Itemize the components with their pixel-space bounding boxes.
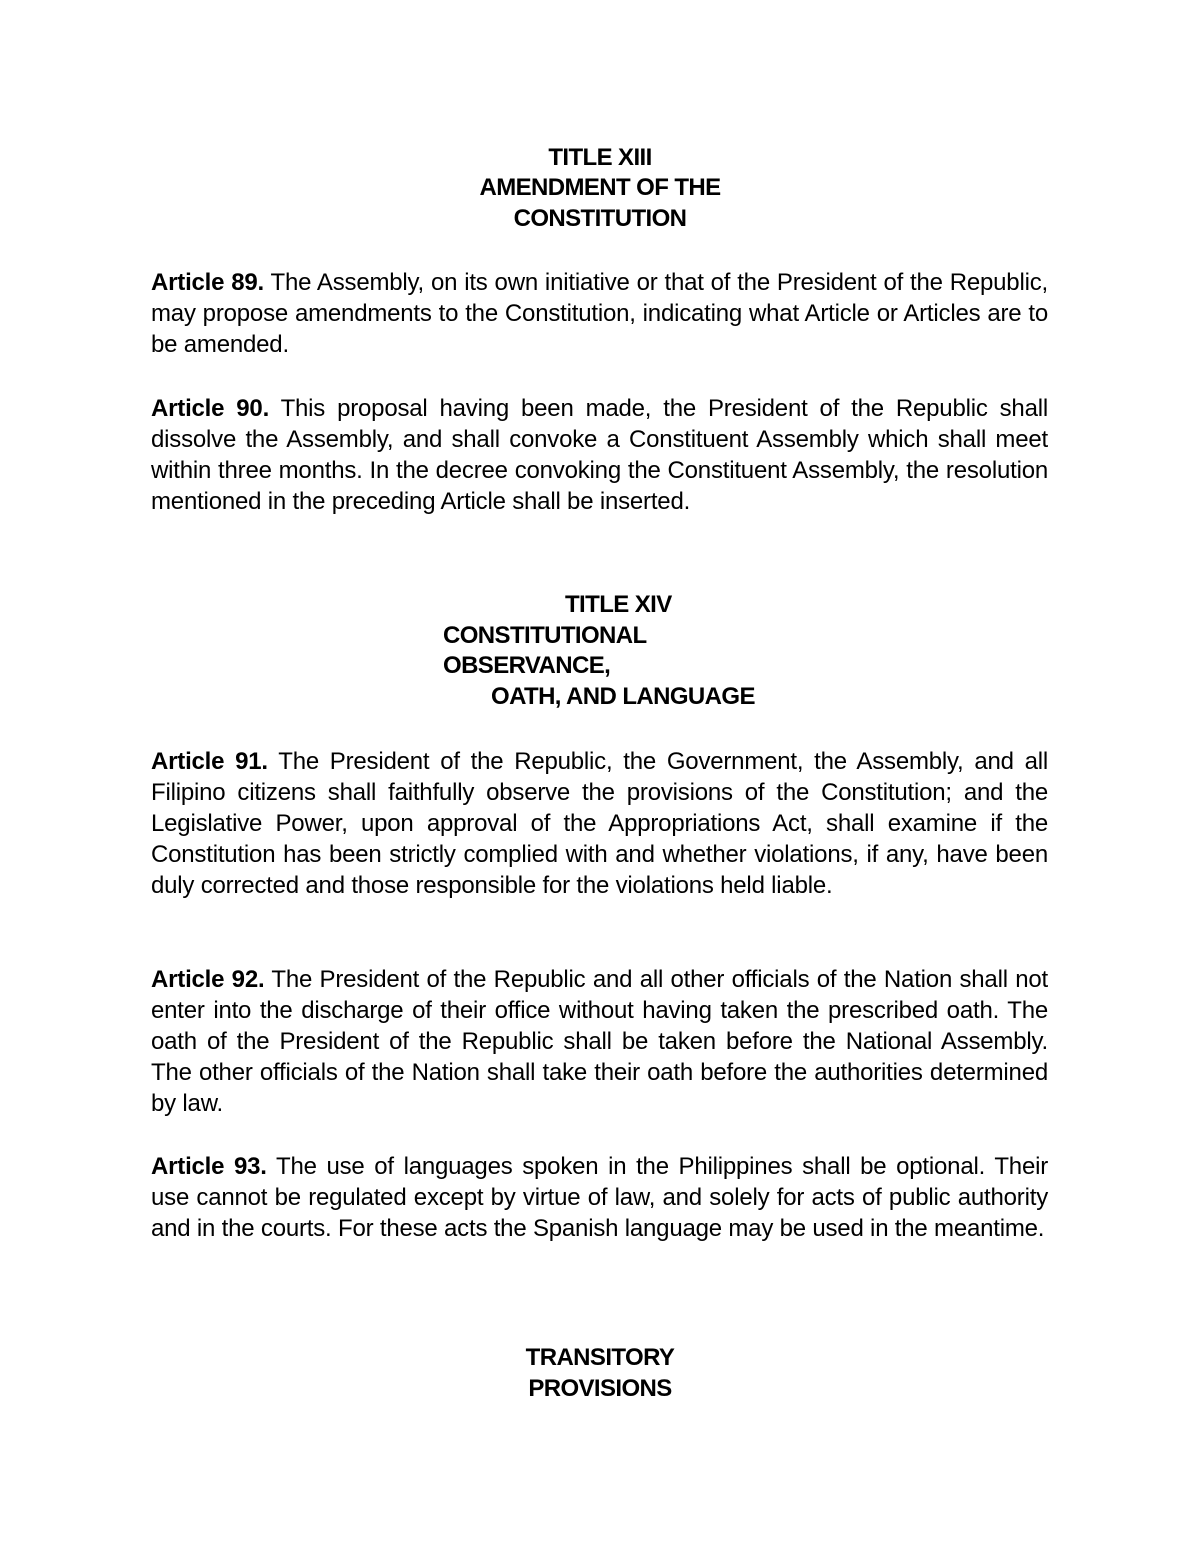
article-92-paragraph bbox=[151, 964, 1048, 1119]
title-xiv-subheading-line3: OATH, AND LANGUAGE bbox=[491, 683, 755, 710]
article-89-label: Article 89. bbox=[151, 269, 265, 296]
transitory-heading-line2: PROVISIONS bbox=[528, 1375, 672, 1402]
article-89-text: The Assembly, on its own initiative or that of the President of the Republic, may propose amendments to the Constitution, indicating what Article or Articles are to be amended. bbox=[151, 269, 1048, 358]
article-89-paragraph bbox=[151, 267, 1048, 360]
title-xiv-subheading-line1: CONSTITUTIONAL bbox=[443, 622, 647, 649]
title-xiv-heading: TITLE XIV bbox=[565, 591, 672, 618]
article-92-label: Article 92. bbox=[151, 966, 265, 993]
article-93-label: Article 93. bbox=[151, 1153, 267, 1180]
title-xiii-heading: TITLE XIII bbox=[548, 144, 652, 171]
transitory-heading-line1: TRANSITORY bbox=[525, 1344, 675, 1371]
article-90-text: This proposal having been made, the President of the Republic shall dissolve the Assembly, and shall convoke a Constituent Assembly which shall meet within three months. In the decree convoking the Constituent Assembly, the resolution mentioned in the preceding Article shall be inserted. bbox=[151, 395, 1048, 515]
article-90-label: Article 90. bbox=[151, 395, 270, 422]
article-90-paragraph bbox=[151, 393, 1048, 517]
article-93-paragraph bbox=[151, 1151, 1048, 1244]
article-92-text: The President of the Republic and all other officials of the Nation shall not enter into the discharge of their office without having taken the prescribed oath. The oath of the President of the Republic shall be taken before the National Assembly. The other officials of the Nation shall take their oath before the authorities determined by law. bbox=[151, 966, 1048, 1117]
article-91-text: The President of the Republic, the Government, the Assembly, and all Filipino citizens shall faithfully observe the provisions of the Constitution; and the Legislative Power, upon approval of the Appropriations Act, shall examine if the Constitution has been strictly complied with and whether violations, if any, have been duly corrected and those responsible for the violations held liable. bbox=[151, 748, 1048, 899]
article-91-label: Article 91. bbox=[151, 748, 268, 775]
article-93-text: The use of languages spoken in the Philippines shall be optional. Their use cannot be regulated except by virtue of law, and solely for acts of public authority and in the courts. For these acts the Spanish language may be used in the meantime. bbox=[151, 1153, 1049, 1242]
title-xiii-subheading-line2: CONSTITUTION bbox=[513, 205, 687, 232]
title-xiv-subheading-line2: OBSERVANCE, bbox=[443, 652, 611, 679]
title-xiii-subheading-line1: AMENDMENT OF THE bbox=[479, 174, 721, 201]
article-91-paragraph bbox=[151, 746, 1048, 901]
